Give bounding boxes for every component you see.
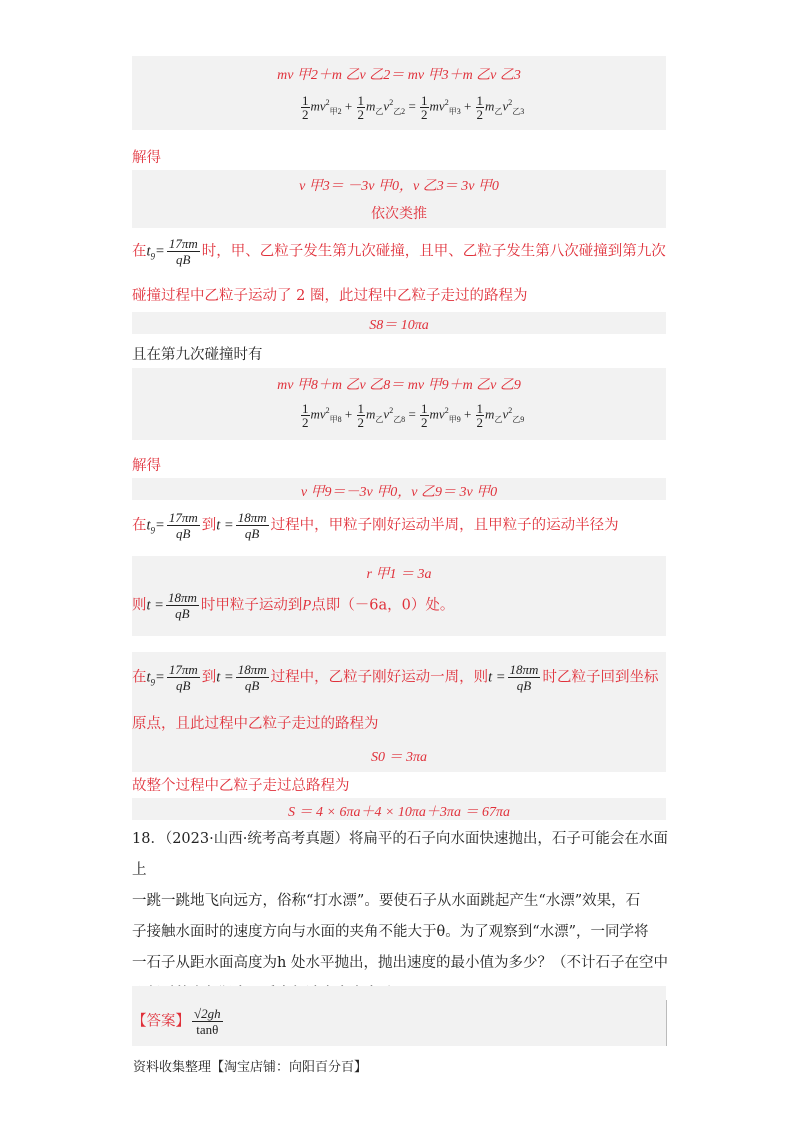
solve-label: 解得 <box>132 150 161 166</box>
divider <box>666 1000 667 1046</box>
s0-equation: S0 ＝ 3πa <box>370 750 427 765</box>
paragraph: 则t = $\frac{18\pi m}{qB}$ 时甲粒子运动到P点即（－6a，0）处。 <box>132 590 455 621</box>
paragraph: 原点，且此过程中乙粒子走过的路程为 <box>132 716 379 732</box>
footer-text: 资料收集整理【淘宝店铺：向阳百分百】 <box>133 1060 368 1075</box>
paragraph: 在$t_9=$ $\frac{17\pi m}{qB}$ 到t = $\frac{18\pi m}{qB}$ 过程中，乙粒子刚好运动一周，则t = $\frac{18\pi m}{qB}$ 时乙粒子回到坐标 <box>132 662 659 693</box>
paragraph: 故整个过程中乙粒子走过总路程为 <box>132 778 350 794</box>
total-equation: S ＝ 4 × 6πa＋4 × 10πa＋3πa ＝ 67πa <box>288 805 510 820</box>
paragraph: 在$t_9=$ $\frac{17\pi m}{qB}$ 时，甲、乙粒子发生第九次碰撞，且甲、乙粒子发生第八次碰撞到第九次 <box>132 236 666 267</box>
energy-equation: $\frac{1}{2}$ $mv^2_{甲8}$ + $\frac{1}{2}$ $m_乙v^2_{乙8}$ = $\frac{1}{2}$ $mv^2_{甲9}$ + $\frac{1}{2}$ $m_乙v^2_{乙9}$ <box>302 401 525 430</box>
paragraph: 碰撞过程中乙粒子运动了 2 圈，此过程中乙粒子走过的路程为 <box>132 288 528 304</box>
r-equation: r 甲1 ＝ 3a <box>366 567 432 582</box>
solve-label: 解得 <box>132 458 161 474</box>
momentum-equation: mv 甲8＋m 乙v 乙8＝ mv 甲9＋m 乙v 乙9 <box>277 378 521 393</box>
momentum-equation: mv 甲2＋m 乙v 乙2＝ mv 甲3＋m 乙v 乙3 <box>277 68 521 83</box>
paragraph: 在$t_9=$ $\frac{17\pi m}{qB}$ 到t = $\frac{18\pi m}{qB}$ 过程中，甲粒子刚好运动半周，且甲粒子的运动半径为 <box>132 510 619 541</box>
fraction: $\frac{17\pi m}{qB}$ <box>168 236 198 267</box>
answer: 【答案】 $\frac{√2gh}{\tan\theta}$ <box>132 1006 221 1037</box>
result-equation: v 甲9＝－3v 甲0，v 乙9＝ 3v 甲0 <box>300 485 498 500</box>
paragraph: 且在第九次碰撞时有 <box>132 347 263 363</box>
question-18: 18．（2023·山西·统考高考真题）将扁平的石子向水面快速抛出，石子可能会在水面上 一跳一跳地飞向远方，俗称“打水漂”。要使石子从水面跳起产生“水漂”效果，石 子接触水面时的速度方向与水面的夹角不能大于θ。为了观察到“水漂”，一同学将 一石子从距水面高度为h 处水平抛出，抛出速度的最小值为多少？（不计石子在空中 <box>132 831 668 971</box>
result-equation: v 甲3＝ －3v 甲0，v 乙3＝ 3v 甲0 <box>299 179 499 194</box>
s8-equation: S8＝ 10πa <box>369 318 429 333</box>
energy-equation: $\frac{1}{2}$ $mv^2_{甲2}$ + $\frac{1}{2}$ $m_乙v^2_{乙2}$ = $\frac{1}{2}$ $mv^2_{甲3}$ + $\frac{1}{2}$ $m_乙v^2_{乙3}$ <box>302 93 525 122</box>
answer-label: 【答案】 <box>132 1013 190 1030</box>
infer-label: 依次类推 <box>371 206 427 222</box>
